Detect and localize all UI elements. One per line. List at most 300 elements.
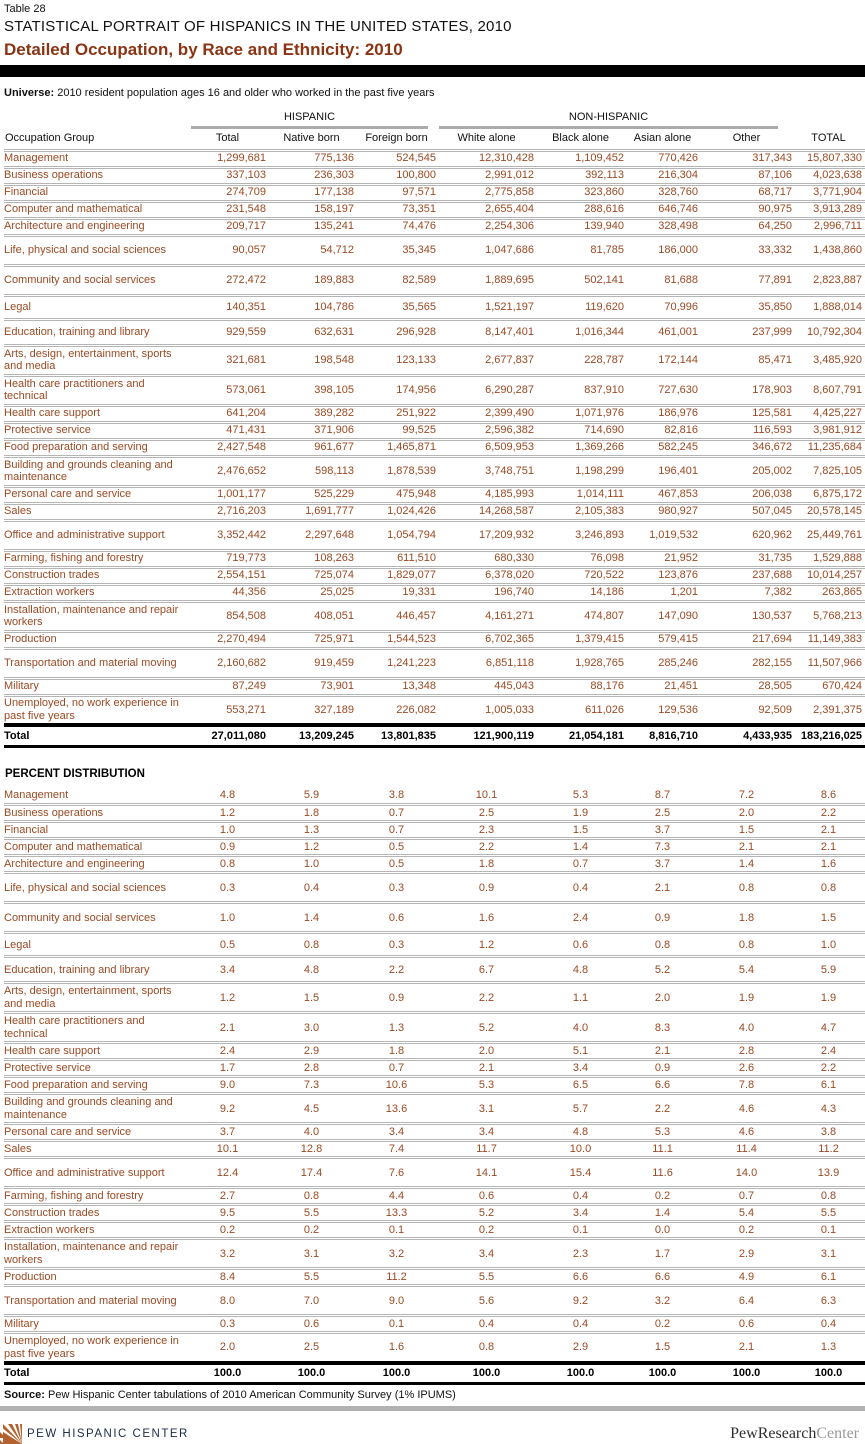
occupation-label: Farming, fishing and forestry: [4, 1190, 144, 1203]
pew-hispanic-center-wordmark: PEW HISPANIC CENTER: [27, 1428, 189, 1441]
value-cell: 10.1: [475, 789, 498, 802]
value-cell: 196,401: [658, 464, 699, 477]
occupation-label: Life, physical and social sciences: [4, 881, 167, 894]
value-cell: 7.6: [388, 1166, 405, 1179]
value-cell: 392,113: [585, 169, 625, 182]
value-cell: 9.2: [572, 1294, 589, 1307]
value-cell: 1.6: [478, 911, 495, 924]
value-cell: 73,351: [402, 203, 437, 216]
value-cell: 11,235,684: [807, 441, 863, 454]
value-cell: 553,271: [226, 703, 266, 716]
value-cell: 471,431: [226, 424, 266, 437]
value-cell: 0.8: [654, 938, 671, 951]
value-cell: 321,681: [226, 353, 266, 366]
table-row: [4, 1141, 865, 1158]
total-row: [4, 1363, 865, 1384]
value-cell: 2.4: [572, 911, 589, 924]
table-row: [4, 1188, 865, 1205]
value-cell: 0.8: [478, 1341, 495, 1354]
value-cell: 0.8: [738, 938, 755, 951]
value-cell: 25,025: [320, 586, 354, 599]
value-cell: 6,875,172: [813, 488, 863, 501]
value-cell: 1.9: [820, 991, 837, 1004]
table-row: [4, 1124, 865, 1141]
table-content: [0, 87, 865, 1404]
value-cell: 582,245: [658, 441, 699, 454]
value-cell: 2.1: [478, 1062, 495, 1075]
value-cell: 285,246: [658, 656, 699, 669]
value-cell: 775,136: [314, 152, 354, 165]
value-cell: 4.4: [388, 1190, 405, 1203]
value-cell: 35,345: [402, 243, 437, 256]
value-cell: 2.6: [738, 1062, 755, 1075]
table-row: [4, 184, 865, 201]
report-title: STATISTICAL PORTRAIT OF HISPANICS IN THE UNITED STATES, 2010: [4, 18, 512, 35]
col-header-asian-alone: Asian alone: [627, 129, 701, 151]
total-label: Total: [4, 1367, 30, 1380]
occupation-label: Management: [4, 152, 69, 165]
value-cell: 2.1: [654, 1045, 671, 1058]
value-cell: 641,204: [226, 407, 266, 420]
value-cell: 7.0: [303, 1294, 320, 1307]
value-cell: 1.8: [388, 1045, 405, 1058]
table-row: [4, 1094, 865, 1124]
page-title: Detailed Occupation, by Race and Ethnicity: 2010: [4, 40, 403, 59]
value-cell: 0.2: [303, 1224, 320, 1237]
value-cell: 5.5: [478, 1271, 495, 1284]
value-cell: 1.8: [478, 858, 495, 871]
value-cell: 0.3: [219, 1318, 236, 1331]
page-footer: [0, 1424, 865, 1444]
total-value-cell: 100.0: [213, 1367, 242, 1380]
table-row: [4, 856, 865, 873]
value-cell: 2.2: [478, 991, 495, 1004]
value-cell: 1,001,177: [217, 488, 266, 501]
value-cell: 17,209,932: [478, 528, 535, 541]
total-value-cell: 100.0: [814, 1367, 843, 1380]
occupation-label: Production: [4, 633, 57, 646]
value-cell: 2.5: [303, 1341, 320, 1354]
value-cell: 3.1: [478, 1102, 495, 1115]
value-cell: 2,823,887: [813, 273, 863, 286]
value-cell: 35,850: [758, 300, 793, 313]
value-cell: 10,792,304: [806, 325, 863, 338]
group-header-nonhispanic-cell: [439, 111, 795, 129]
value-cell: 1,544,523: [387, 633, 437, 646]
value-cell: 108,263: [314, 552, 354, 565]
table-row: [4, 839, 865, 856]
value-cell: 8.0: [219, 1294, 236, 1307]
value-cell: 6,378,020: [485, 569, 535, 582]
pew-hispanic-center-brand: [0, 1424, 189, 1444]
value-cell: 1,019,532: [649, 528, 699, 541]
value-cell: 719,773: [226, 552, 266, 565]
value-cell: 177,138: [314, 186, 354, 199]
occupation-label: Personal care and service: [4, 488, 132, 501]
value-cell: 3.4: [478, 1126, 495, 1139]
percent-distribution-heading-row: [4, 746, 865, 788]
value-cell: 123,876: [658, 569, 699, 582]
value-cell: 2.2: [478, 841, 495, 854]
value-cell: 1.5: [820, 911, 837, 924]
value-cell: 1,016,344: [575, 325, 625, 338]
table-row: [4, 1239, 865, 1269]
value-cell: 189,883: [314, 273, 354, 286]
table-row: [4, 822, 865, 839]
value-cell: 5.4: [738, 1207, 755, 1220]
value-cell: 7.3: [654, 841, 671, 854]
value-cell: 4.8: [303, 963, 320, 976]
value-cell: 6.4: [738, 1294, 755, 1307]
value-cell: 7.8: [738, 1079, 755, 1092]
value-cell: 272,472: [226, 273, 266, 286]
value-cell: 2.8: [303, 1062, 320, 1075]
value-cell: 1.9: [738, 991, 755, 1004]
value-cell: 90,057: [232, 243, 266, 256]
total-value-cell: 100.0: [732, 1367, 761, 1380]
value-cell: 3.2: [388, 1247, 405, 1260]
value-cell: 770,426: [658, 152, 699, 165]
value-cell: 2.7: [219, 1190, 236, 1203]
occupation-label: Computer and mathematical: [4, 841, 143, 854]
value-cell: 217,694: [752, 633, 793, 646]
percent-heading-section: [4, 746, 865, 788]
value-cell: 2,399,490: [485, 407, 535, 420]
value-cell: 5.3: [478, 1079, 495, 1092]
value-cell: 1,889,695: [485, 273, 535, 286]
value-cell: 15,807,330: [806, 152, 863, 165]
value-cell: 3.2: [219, 1247, 236, 1260]
value-cell: 198,548: [314, 353, 354, 366]
value-cell: 579,415: [658, 633, 699, 646]
occupation-label: Unemployed, no work experience in past five years: [4, 697, 179, 722]
value-cell: 1.3: [820, 1341, 837, 1354]
value-cell: 3.7: [654, 824, 671, 837]
value-cell: 68,717: [758, 186, 793, 199]
table-row: [4, 345, 865, 375]
value-cell: 446,457: [396, 609, 437, 622]
value-cell: 116,593: [753, 424, 793, 437]
value-cell: 97,571: [402, 186, 437, 199]
occupation-label: Construction trades: [4, 1207, 100, 1220]
value-cell: 3.2: [654, 1294, 671, 1307]
column-header-row: [4, 129, 865, 151]
occupation-label: Protective service: [4, 1062, 91, 1075]
value-cell: 0.8: [303, 938, 320, 951]
occupation-label: Business operations: [4, 169, 104, 182]
total-label: Total: [4, 729, 30, 742]
table-row: [4, 167, 865, 184]
value-cell: 524,545: [396, 152, 437, 165]
value-cell: 611,026: [585, 703, 625, 716]
value-cell: 5.5: [820, 1207, 837, 1220]
value-cell: 231,548: [226, 203, 266, 216]
value-cell: 140,351: [226, 300, 266, 313]
value-cell: 475,948: [396, 488, 437, 501]
value-cell: 20,578,145: [806, 505, 863, 518]
total-value-cell: 100.0: [297, 1367, 326, 1380]
value-cell: 3.8: [820, 1126, 837, 1139]
occupation-label: Personal care and service: [4, 1126, 132, 1139]
value-cell: 5.9: [303, 789, 320, 802]
occupation-label: Transportation and material moving: [4, 1294, 177, 1307]
value-cell: 0.7: [738, 1190, 755, 1203]
value-cell: 4.9: [738, 1271, 755, 1284]
value-cell: 2.9: [738, 1247, 755, 1260]
value-cell: 2.9: [303, 1045, 320, 1058]
occupation-label: Farming, fishing and forestry: [4, 552, 144, 565]
value-cell: 714,690: [584, 424, 625, 437]
value-cell: 1,241,223: [387, 656, 437, 669]
occupation-label: Military: [4, 680, 39, 693]
value-cell: 100,800: [396, 169, 437, 182]
value-cell: 1,888,014: [813, 300, 863, 313]
value-cell: 0.8: [820, 1190, 837, 1203]
value-cell: 3.4: [388, 1126, 405, 1139]
value-cell: 9.0: [219, 1079, 236, 1092]
source-text: Pew Hispanic Center tabulations of 2010 American Community Survey (1% IPUMS): [48, 1389, 456, 1402]
table-row: [4, 631, 865, 648]
title-divider-bar: [0, 65, 865, 77]
value-cell: 54,712: [320, 243, 354, 256]
value-cell: 1.3: [388, 1021, 405, 1034]
occupation-label: Sales: [4, 1143, 32, 1156]
value-cell: 6,290,287: [485, 383, 535, 396]
value-cell: 147,090: [658, 609, 699, 622]
value-cell: 445,043: [494, 680, 535, 693]
value-cell: 226,082: [396, 703, 437, 716]
value-cell: 0.1: [820, 1224, 837, 1237]
value-cell: 525,229: [314, 488, 354, 501]
value-cell: 33,332: [758, 243, 793, 256]
table-row: [4, 1316, 865, 1333]
value-cell: 17.4: [300, 1166, 323, 1179]
value-cell: 1.6: [388, 1341, 405, 1354]
value-cell: 3,913,289: [813, 203, 863, 216]
value-cell: 2,716,203: [217, 505, 266, 518]
value-cell: 7.4: [388, 1143, 405, 1156]
value-cell: 1.8: [738, 911, 755, 924]
value-cell: 1.2: [219, 807, 236, 820]
value-cell: 237,688: [752, 569, 793, 582]
value-cell: 8,607,791: [813, 383, 863, 396]
value-cell: 11,149,383: [807, 633, 863, 646]
total-value-cell: 183,216,025: [800, 729, 863, 742]
occupation-label: Transportation and material moving: [4, 656, 177, 669]
value-cell: 323,860: [584, 186, 625, 199]
value-cell: 670,424: [822, 680, 863, 693]
occupation-label: Office and administrative support: [4, 528, 165, 541]
value-cell: 5,768,213: [813, 609, 863, 622]
col-header-native-born: Native born: [269, 129, 357, 151]
value-cell: 123,133: [396, 353, 437, 366]
value-cell: 0.7: [572, 858, 589, 871]
value-cell: 1.5: [572, 824, 589, 837]
table-row: [4, 405, 865, 422]
occupation-label: Arts, design, entertainment, sports and media: [4, 985, 172, 1010]
value-cell: 4.0: [572, 1021, 589, 1034]
table-row: [4, 1158, 865, 1188]
total-value-cell: 100.0: [472, 1367, 501, 1380]
col-header-grand-total: TOTAL: [795, 129, 865, 151]
value-cell: 10.0: [569, 1143, 592, 1156]
value-cell: 1.2: [219, 991, 236, 1004]
occupation-label: Unemployed, no work experience in past five years: [4, 1334, 179, 1360]
value-cell: 1.7: [654, 1247, 671, 1260]
value-cell: 1.4: [738, 858, 755, 871]
value-cell: 727,630: [658, 383, 699, 396]
value-cell: 3.7: [219, 1126, 236, 1139]
value-cell: 5.9: [820, 963, 837, 976]
value-cell: 9.2: [219, 1102, 236, 1115]
report-header: [0, 0, 865, 60]
value-cell: 5.6: [478, 1294, 495, 1307]
table-row: [4, 933, 865, 957]
value-cell: 474,807: [584, 609, 625, 622]
value-cell: 2.2: [654, 1102, 671, 1115]
universe-label: Universe:: [4, 87, 55, 99]
value-cell: 1,928,765: [575, 656, 625, 669]
col-header-white-alone: White alone: [439, 129, 537, 151]
value-cell: 9.0: [388, 1294, 405, 1307]
value-cell: 237,999: [752, 325, 793, 338]
table-row: [4, 805, 865, 822]
value-cell: 2.4: [219, 1045, 236, 1058]
value-cell: 11,507,966: [807, 656, 863, 669]
value-cell: 2.1: [820, 841, 837, 854]
value-cell: 236,303: [314, 169, 354, 182]
value-cell: 0.2: [478, 1224, 495, 1237]
value-cell: 15.4: [569, 1166, 592, 1179]
value-cell: 3.1: [303, 1247, 320, 1260]
value-cell: 4.8: [572, 963, 589, 976]
total-value-cell: 121,900,119: [473, 729, 535, 742]
value-cell: 502,141: [584, 273, 625, 286]
occupation-label: Architecture and engineering: [4, 858, 145, 871]
value-cell: 228,787: [584, 353, 625, 366]
value-cell: 13,348: [402, 680, 437, 693]
value-cell: 1.7: [219, 1062, 236, 1075]
table-row: [4, 1333, 865, 1363]
value-cell: 2,476,652: [217, 464, 266, 477]
value-cell: 7,382: [764, 586, 793, 599]
value-cell: 7.2: [738, 789, 755, 802]
value-cell: 0.3: [219, 881, 236, 894]
value-cell: 854,508: [226, 609, 266, 622]
table-row: [4, 1077, 865, 1094]
value-cell: 11.7: [476, 1143, 497, 1156]
value-cell: 251,922: [396, 407, 437, 420]
value-cell: 0.7: [388, 1062, 405, 1075]
value-cell: 408,051: [314, 609, 354, 622]
value-cell: 6.6: [654, 1079, 671, 1092]
value-cell: 4.0: [303, 1126, 320, 1139]
value-cell: 632,631: [314, 325, 354, 338]
table-row: [4, 503, 865, 520]
occupation-label: Production: [4, 1271, 57, 1284]
occupation-label: Education, training and library: [4, 325, 150, 338]
value-cell: 328,760: [658, 186, 699, 199]
value-cell: 1.0: [219, 911, 236, 924]
table-row: [4, 520, 865, 550]
value-cell: 2.5: [478, 807, 495, 820]
value-cell: 0.9: [654, 1062, 671, 1075]
value-cell: 2.1: [654, 881, 671, 894]
value-cell: 6,851,118: [485, 656, 535, 669]
value-cell: 1,299,681: [217, 152, 266, 165]
value-cell: 2.3: [478, 824, 495, 837]
value-cell: 389,282: [314, 407, 354, 420]
value-cell: 3.1: [820, 1247, 837, 1260]
value-cell: 99,525: [402, 424, 437, 437]
occupation-label: Office and administrative support: [4, 1166, 165, 1179]
value-cell: 263,865: [822, 586, 863, 599]
value-cell: 0.4: [572, 1318, 589, 1331]
table-row: [4, 456, 865, 486]
value-cell: 12,310,428: [478, 152, 535, 165]
value-cell: 28,505: [758, 680, 793, 693]
value-cell: 10.1: [216, 1143, 239, 1156]
value-cell: 87,249: [232, 680, 266, 693]
value-cell: 0.4: [572, 881, 589, 894]
value-cell: 4.7: [820, 1021, 837, 1034]
value-cell: 398,105: [314, 383, 354, 396]
value-cell: 288,616: [584, 203, 625, 216]
value-cell: 8.3: [654, 1021, 671, 1034]
table-row: [4, 678, 865, 695]
source-note: [4, 1385, 865, 1404]
value-cell: 4,425,227: [813, 407, 863, 420]
value-cell: 2,996,711: [813, 220, 863, 233]
table-row: [4, 1060, 865, 1077]
table-row: [4, 550, 865, 567]
occupation-label: Building and grounds cleaning and maintenance: [4, 1096, 173, 1121]
value-cell: 104,786: [314, 300, 354, 313]
value-cell: 209,717: [226, 220, 266, 233]
value-cell: 2,677,837: [485, 353, 535, 366]
value-cell: 64,250: [758, 220, 793, 233]
table-row: [4, 319, 865, 345]
table-number: Table 28: [4, 3, 46, 15]
value-cell: 3.4: [572, 1062, 589, 1075]
value-cell: 1.2: [478, 938, 495, 951]
occupation-label: Computer and mathematical: [4, 203, 143, 216]
value-cell: 6.1: [820, 1271, 837, 1284]
value-cell: 2.0: [478, 1045, 495, 1058]
value-cell: 70,996: [664, 300, 699, 313]
value-cell: 328,498: [658, 220, 699, 233]
value-cell: 11.2: [818, 1143, 839, 1156]
occupation-label: Legal: [4, 938, 31, 951]
value-cell: 129,536: [658, 703, 699, 716]
occupation-label: Health care support: [4, 407, 100, 420]
value-cell: 2.2: [820, 807, 837, 820]
occupation-label: Construction trades: [4, 569, 100, 582]
value-cell: 2.0: [654, 991, 671, 1004]
value-cell: 0.9: [388, 991, 405, 1004]
value-cell: 12.4: [216, 1166, 239, 1179]
group-header-spacer: [795, 111, 865, 129]
table-row: [4, 1286, 865, 1316]
value-cell: 337,103: [226, 169, 266, 182]
occupation-label: Education, training and library: [4, 963, 150, 976]
table-row: [4, 1043, 865, 1060]
value-cell: 980,927: [658, 505, 699, 518]
value-cell: 0.1: [572, 1224, 589, 1237]
value-cell: 11.2: [386, 1271, 407, 1284]
value-cell: 2.3: [572, 1247, 589, 1260]
value-cell: 205,002: [752, 464, 793, 477]
